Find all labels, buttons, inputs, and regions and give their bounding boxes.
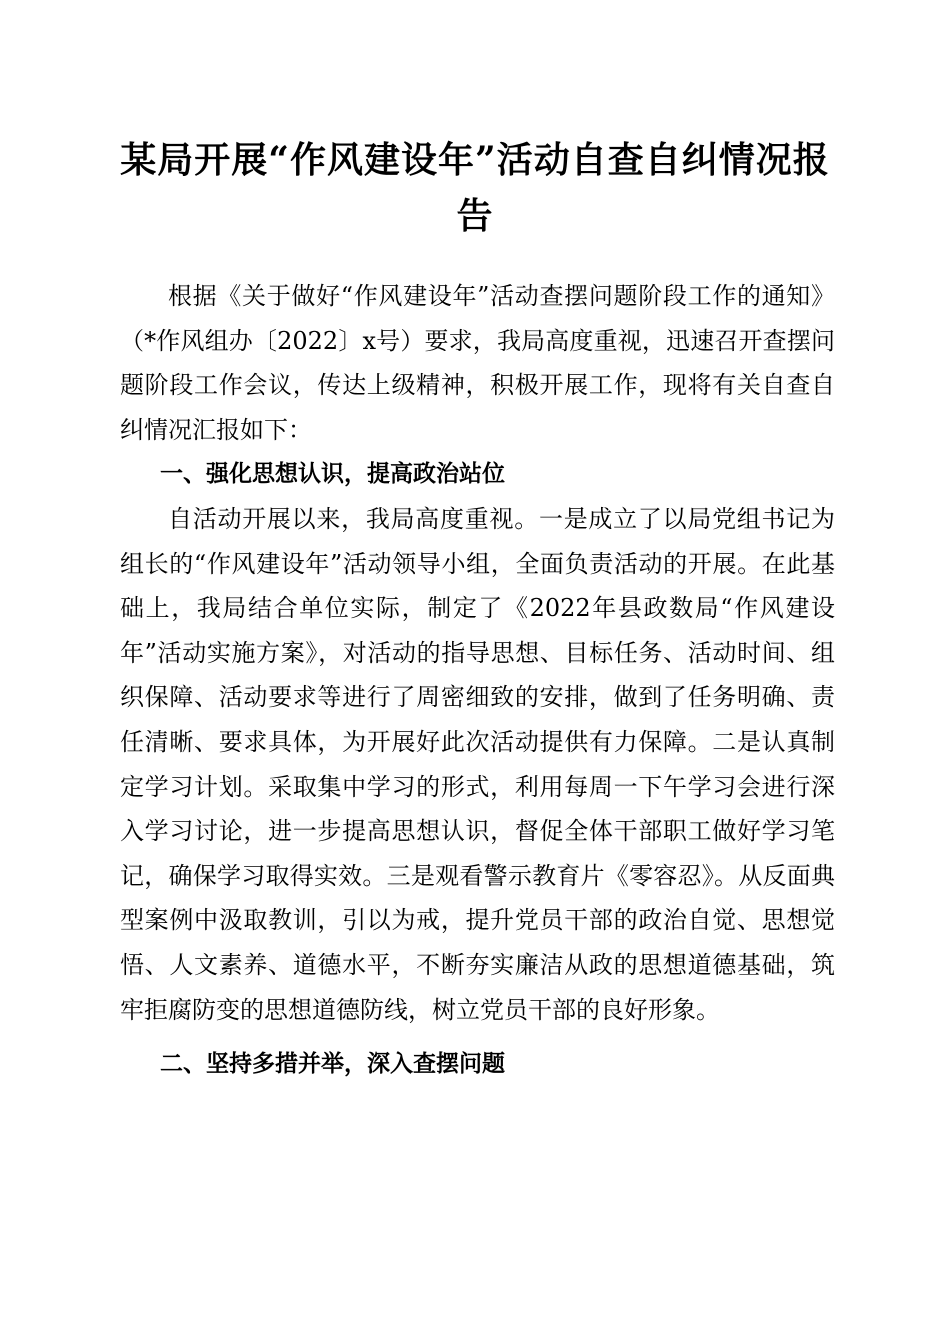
document-body <box>120 274 835 1087</box>
section-heading-2: 二、坚持多措并举，深入查摆问题 <box>160 1051 505 1078</box>
intro-paragraph: 根据《关于做好“作风建设年”活动查摆问题阶段工作的通知》（*作风组办〔2022〕x号）要求，我局高度重视，迅速召开查摆问题阶段工作会议，传达上级精神，积极开展工作，现将有关自查自纠情况汇报如下： <box>120 282 835 444</box>
section-body-1: 自活动开展以来，我局高度重视。一是成立了以局党组书记为组长的“作风建设年”活动领导小组，全面负责活动的开展。在此基础上，我局结合单位实际，制定了《2022年县政数局“作风建设年”活动实施方案》，对活动的指导思想、目标任务、活动时间、组织保障、活动要求等进行了周密细致的安排，做到了任务明确、责任清晰、要求具体，为开展好此次活动提供有力保障。二是认真制定学习计划。采取集中学习的形式，利用每周一下午学习会进行深入学习讨论，进一步提高思想认识，督促全体干部职工做好学习笔记，确保学习取得实效。三是观看警示教育片《零容忍》。从反面典型案例中汲取教训，引以为戒，提升党员干部的政治自觉、思想觉悟、人文素养、道德水平，不断夯实廉洁从政的思想道德基础，筑牢拒腐防变的思想道德防线，树立党员干部的良好形象。 <box>120 504 835 1024</box>
section-gap <box>120 1032 835 1042</box>
section-heading-1: 一、强化思想认识，提高政治站位 <box>160 461 505 488</box>
document-title: 某局开展“作风建设年”活动自查自纠情况报告 <box>120 139 830 237</box>
